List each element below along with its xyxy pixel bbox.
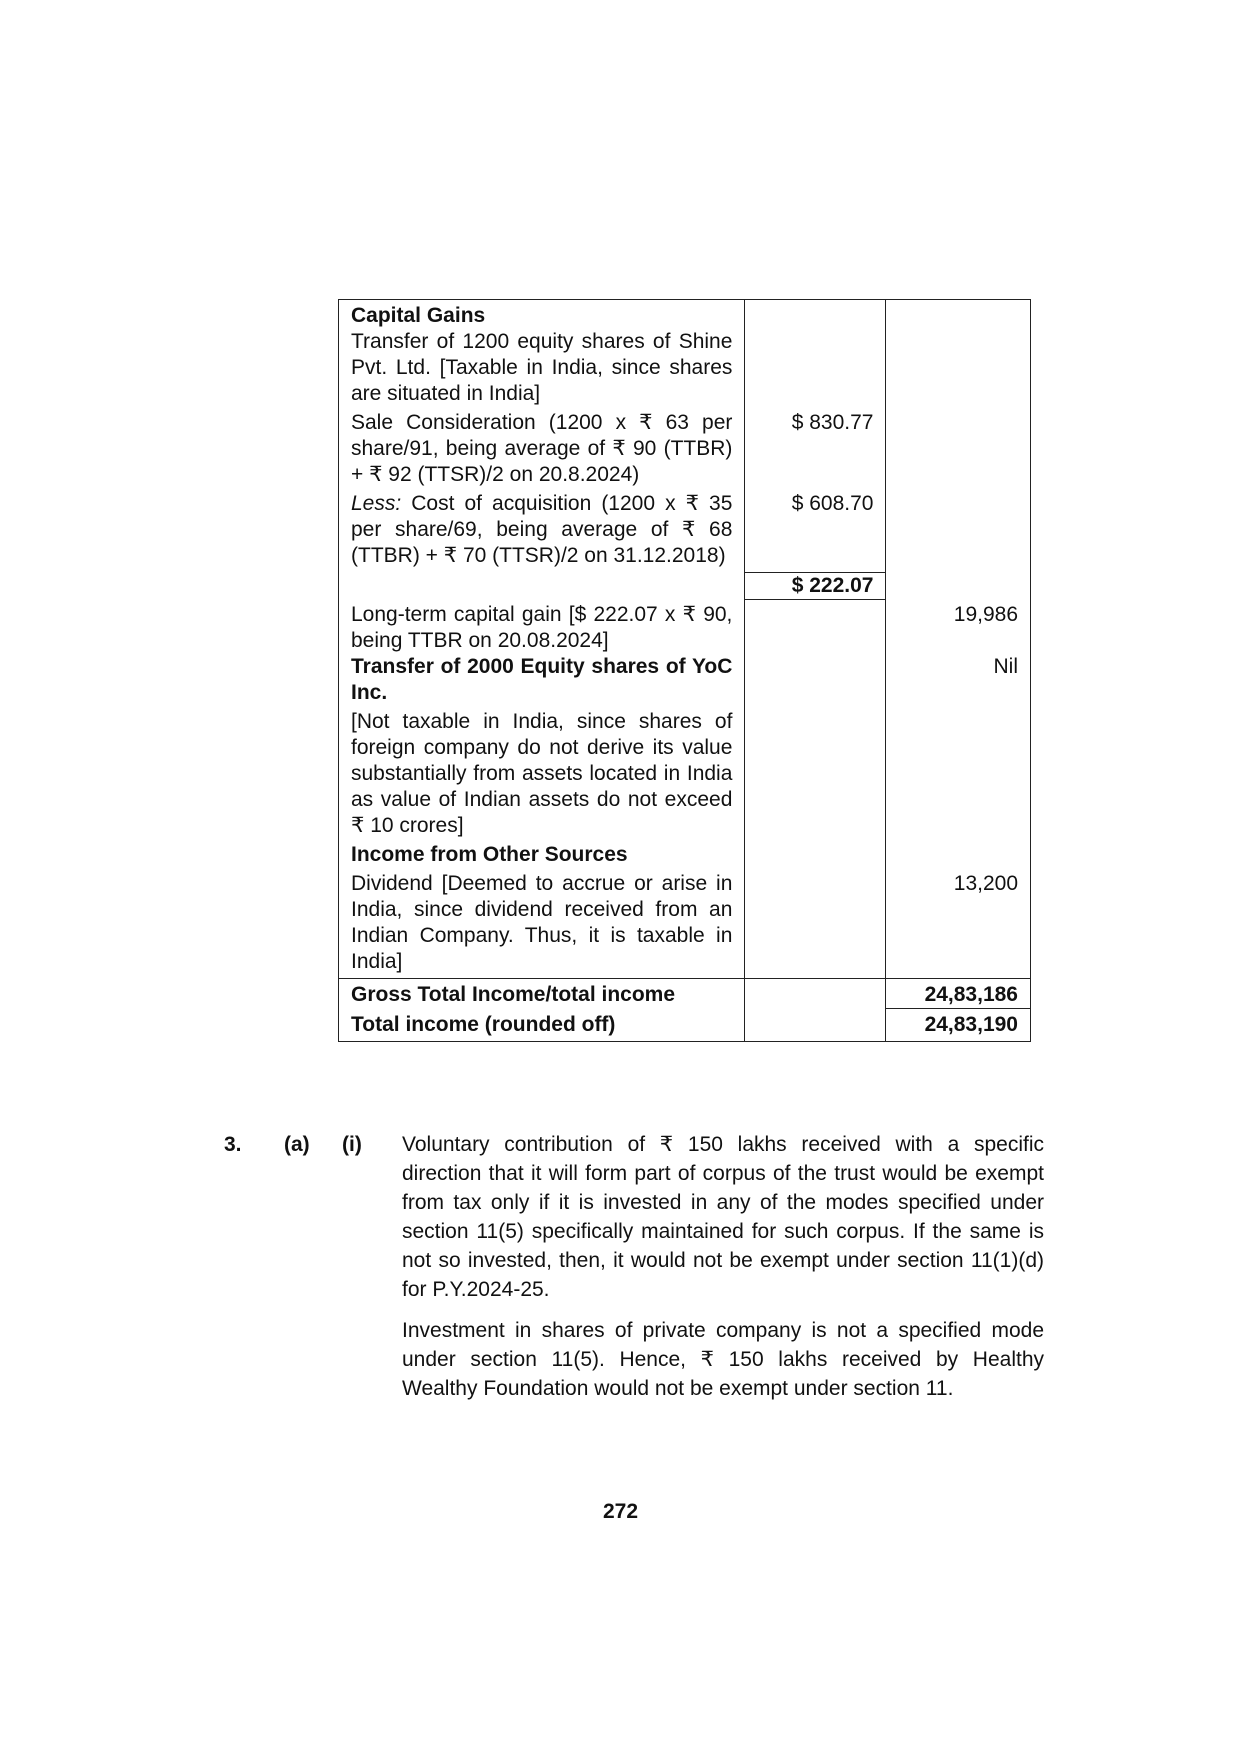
inr-cell — [886, 329, 1031, 410]
question-subpart: (i) — [342, 1133, 362, 1156]
usd-cell — [745, 1009, 886, 1042]
row-description — [339, 491, 745, 572]
table-row — [339, 491, 1031, 572]
inr-cell — [886, 491, 1031, 572]
table-row — [339, 410, 1031, 491]
table-row — [339, 709, 1031, 842]
answer-paragraph: Investment in shares of private company is not a specified mode under section 11(5). Hence, ₹ 150 lakhs received by Healthy Wealthy Foundation would not be exempt under section 11. — [402, 1319, 1044, 1400]
table-row — [339, 300, 1031, 330]
row-description-text: Cost of acquisition (1200 x ₹ 35 per share/69, being average of ₹ 68 (TTBR) + ₹ 70 (TTSR)/2 on 31.12.2018) — [351, 492, 733, 567]
row-description: [Not taxable in India, since shares of foreign company do not derive its value substantially from assets located in India as value of Indian assets do not exceed ₹ 10 crores] — [339, 709, 745, 842]
usd-cell: $ 830.77 — [745, 410, 886, 491]
income-computation-table — [338, 299, 1031, 1042]
page-number: 272 — [602, 1500, 639, 1523]
inr-cell: 19,986 — [886, 599, 1031, 654]
total-value: 24,83,190 — [886, 1009, 1031, 1042]
inr-cell — [886, 709, 1031, 842]
less-label: Less: — [351, 492, 402, 515]
usd-cell — [745, 871, 886, 979]
table-row — [339, 871, 1031, 979]
usd-cell — [745, 979, 886, 1009]
question-number: 3. — [224, 1133, 242, 1156]
inr-cell — [886, 410, 1031, 491]
table-row — [339, 842, 1031, 871]
usd-cell — [745, 654, 886, 709]
table-row — [339, 1009, 1031, 1042]
table-row — [339, 979, 1031, 1009]
total-label: Total income (rounded off) — [339, 1009, 745, 1042]
total-value: 24,83,186 — [886, 979, 1031, 1009]
row-description: Transfer of 1200 equity shares of Shine Pvt. Ltd. [Taxable in India, since shares are situated in India] — [339, 329, 745, 410]
question-part: (a) — [284, 1133, 310, 1156]
usd-cell — [745, 842, 886, 871]
row-description: Long-term capital gain [$ 222.07 x ₹ 90, being TTBR on 20.08.2024] — [339, 599, 745, 654]
usd-subtotal-cell: $ 222.07 — [745, 572, 886, 599]
inr-cell — [886, 842, 1031, 871]
section-heading: Capital Gains — [339, 300, 745, 330]
usd-cell — [745, 599, 886, 654]
total-label: Gross Total Income/total income — [339, 979, 745, 1009]
row-description — [339, 572, 745, 599]
usd-cell — [745, 329, 886, 410]
section-heading: Transfer of 2000 Equity shares of YoC Inc. — [339, 654, 745, 709]
inr-cell — [886, 572, 1031, 599]
row-description: Sale Consideration (1200 x ₹ 63 per share/91, being average of ₹ 90 (TTBR) + ₹ 92 (TTSR)/2 on 20.8.2024) — [339, 410, 745, 491]
inr-cell: 13,200 — [886, 871, 1031, 979]
table-row — [339, 654, 1031, 709]
table-row — [339, 329, 1031, 410]
table-row — [339, 572, 1031, 599]
usd-cell: $ 608.70 — [745, 491, 886, 572]
inr-cell — [886, 300, 1031, 330]
usd-cell — [745, 300, 886, 330]
inr-cell: Nil — [886, 654, 1031, 709]
usd-cell — [745, 709, 886, 842]
answer-paragraph: Voluntary contribution of ₹ 150 lakhs received with a specific direction that it will form part of corpus of the trust would be exempt from tax only if it is invested in any of the modes specified under section 11(5) specifically maintained for such corpus. If the same is not so invested, then, it would not be exempt under section 11(1)(d) for P.Y.2024-25. — [402, 1133, 1044, 1301]
row-description: Dividend [Deemed to accrue or arise in India, since dividend received from an Indian Company. Thus, it is taxable in India] — [339, 871, 745, 979]
section-heading: Income from Other Sources — [339, 842, 745, 871]
table-row — [339, 599, 1031, 654]
